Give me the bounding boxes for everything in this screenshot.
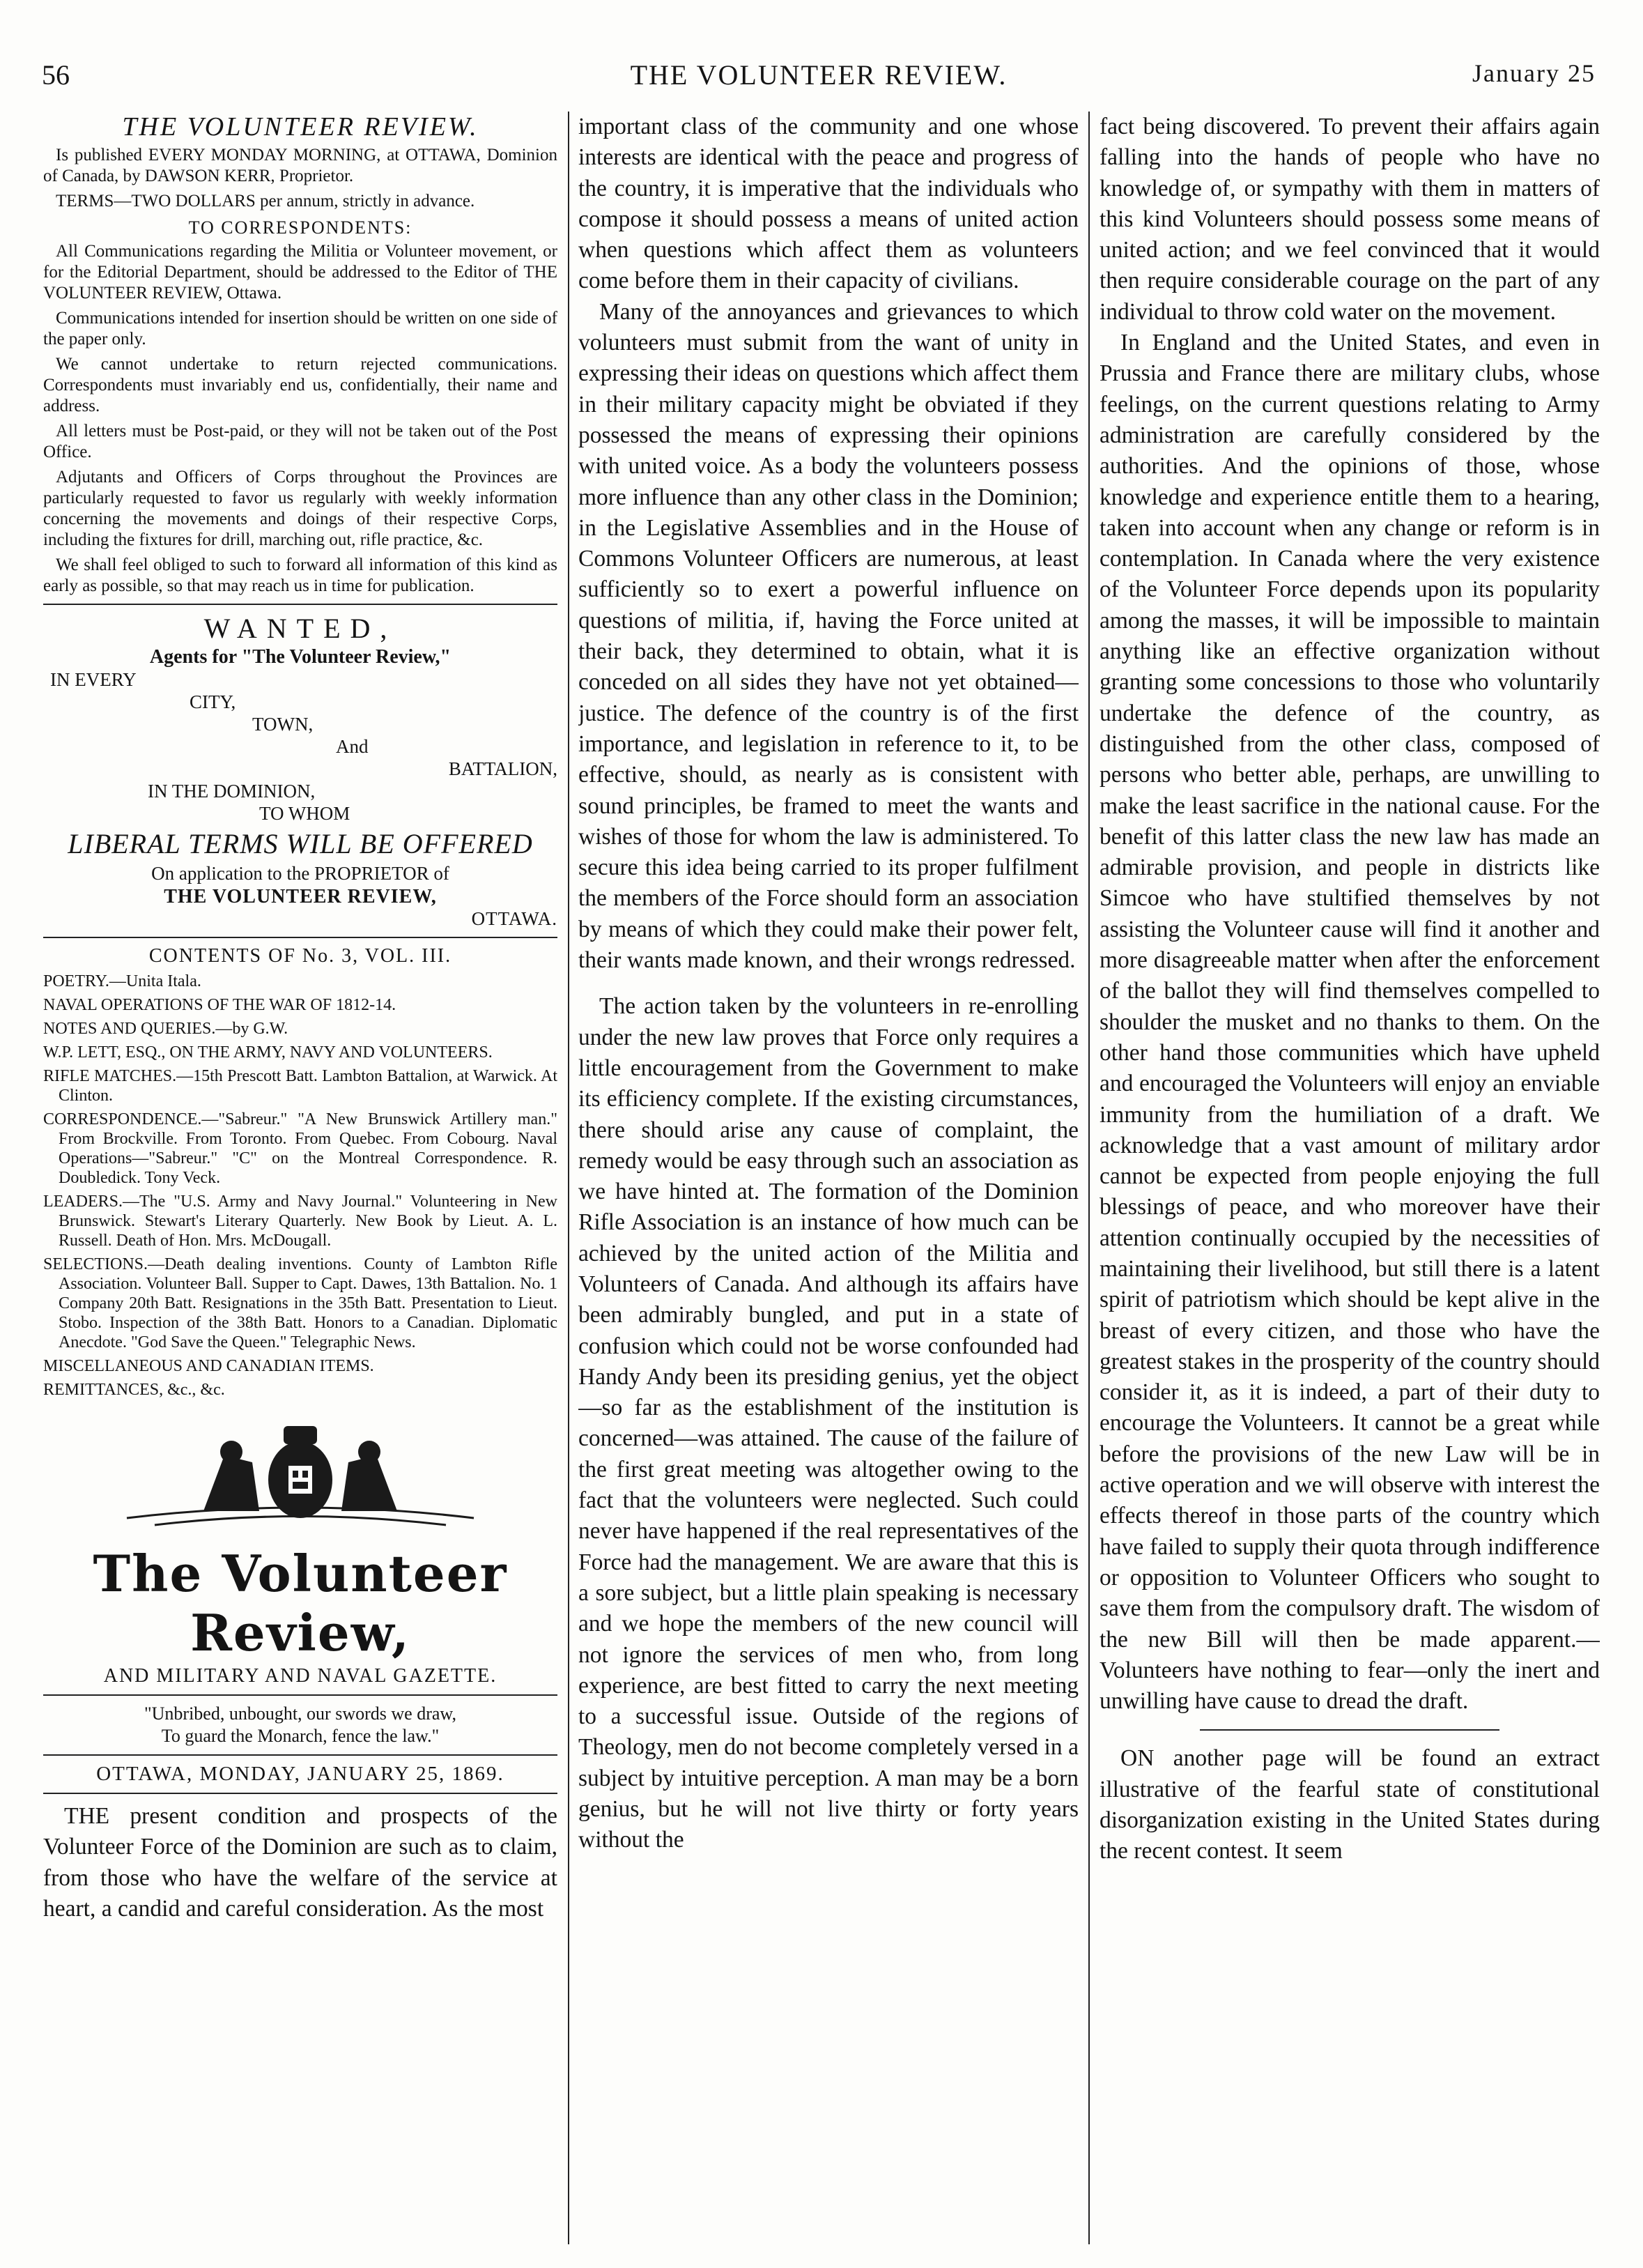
contents-item: LEADERS.—The "U.S. Army and Navy Journal." Volunteering in New Brunswick. Stewart's Literary Quarterly. New Book by Lieut. A. L. Russell. Death of Hon. Mrs. McDougall. (43, 1193, 557, 1250)
divider (43, 1754, 557, 1756)
contents-heading: CONTENTS OF No. 3, VOL. III. (148, 945, 452, 967)
editorial-paragraph: ON another page will be found an extract illustrative of the fearful state of constitutional disorganization existing in the United States during the recent contest. It seem (1100, 1745, 1600, 1864)
editorial-lead: THE present condition and prospects of the Volunteer Force of the Dominion are such as to claim, from those who have the welfare of the service at heart, a candid and careful consideration. As the most (43, 1803, 557, 1922)
royal-crest-illustration (43, 1413, 557, 1532)
ad-line: IN THE DOMINION, (148, 781, 316, 802)
application-line: On application to the PROPRIETOR of (151, 863, 449, 884)
ottawa-line: OTTAWA. (471, 908, 557, 929)
ad-line: CITY, (190, 691, 236, 712)
motto-line: To guard the Monarch, fence the law." (161, 1726, 440, 1746)
contents-item: SELECTIONS.—Death dealing inventions. County of Lambton Rifle Association. Volunteer Ball. Supper to Capt. Dawes, 13th Battalion. No. 1 Company 20th Batt. Resignations in the 35th Batt. Presentation to Lieut. Stobo. Inspection of the 38th Batt. Honors to a Canadian. Diplomatic Anecdote. "God Save the Queen." Telegraphic News. (43, 1255, 557, 1351)
gazette-line: AND MILITARY AND NAVAL GAZETTE. (103, 1665, 497, 1687)
ad-line: BATTALION, (448, 758, 557, 779)
divider (43, 1793, 557, 1794)
terms: TERMS—TWO DOLLARS per annum, strictly in advance. (56, 192, 475, 210)
correspondents-note: Communications intended for insertion should be written on one side of the paper only. (43, 309, 557, 348)
divider (43, 937, 557, 938)
editorial-paragraph: In England and the United States, and even in Prussia and France there are military clubs, whose feelings, on the current questions relating to Army administration are carefully considered by the authorities. And the opinions of those, whose knowledge and experience entitle them to a hearing, taken into account when any change or reform is in contemplation. In Canada where the very existence of the Volunteer Force depends upon its popularity among the masses, it will be impossible to maintain anything like an effective organization without granting some concessions to those who voluntarily undertake the defence of the country, as distinguished from the other class, composed of persons who better able, perhaps, are unwilling to make the least sacrifice in the national cause. For the benefit of this latter class the new law has made an admirable provision, and people in districts like Simcoe who have stultified themselves by not assisting the Volunteer cause will find it another and more disagreeable matter when after the enforcement of the ballot they will find themselves compelled to shoulder the musket and no thanks to them. On the other hand those communities which have upheld and encouraged the Volunteers will enjoy an enviable immunity from the humiliation of a draft. We acknowledge that a vast amount of military ardor cannot be expected from people enjoying the full blessings of peace, and who moreover have their attention continually occupied by the necessities of maintaining their livelihood, but still there is a latent spirit of patriotism which should be kept alive in the breast of every citizen, and those who have the greatest stakes in the prosperity of the country should consider it, as it is indeed, a part of their duty to encourage the Volunteers. It cannot be a great while before the provisions of the new Law will be in active operation and we will observe with interest the effects thereof in those parts of the country which have failed to supply their quota through indifference or opposition to Volunteer Officers who sought to save them from the compulsory draft. The wisdom of the new Bill will then be made apparent.—Volunteers have nothing to fear—only the inert and unwilling have cause to dread the draft. (1100, 330, 1600, 1715)
motto-line: "Unbribed, unbought, our swords we draw, (144, 1703, 456, 1724)
editorial-paragraph: important class of the community and one whose interests are identical with the peace and progress of the country, it is imperative that the individuals who compose it should possess a means of united action when questions which affect them as volunteers come before them in their capacity of civilians. (578, 114, 1079, 294)
contents-item: NOTES AND QUERIES.—by G.W. (43, 1020, 288, 1038)
column-rule (568, 112, 569, 2244)
contents-item: NAVAL OPERATIONS OF THE WAR OF 1812-14. (43, 996, 396, 1014)
ad-line: And (336, 736, 369, 757)
contents-item: MISCELLANEOUS AND CANADIAN ITEMS. (43, 1357, 374, 1375)
editorial-paragraph: Many of the annoyances and grievances to which volunteers must submit from the want of unity in expressing their ideas on questions which affect them in their military capacity might be obviated if they possessed the means of expressing their opinions with united voice. As a body the volunteers possess more influence than any other class in the Dominion; in the Legislative Assemblies and in the House of Commons Volunteer Officers are numerous, at least sufficiently so to exert a powerful influence on questions of militia, if, having the Force united at their back, they determined to obtain, what it is conceded on all sides they have not yet obtained—justice. The defence of the country is of the first importance, and legislation in reference to it, to be effective, should, as nearly as is consistent with sound principles, be framed to meet the wants and wishes of those for whom the law is administered. To secure this idea being carried to its proper fulfilment the members of the Force should form an association by means of which they could make their power felt, their wants made known, and their wrongs redressed. (578, 298, 1079, 974)
correspondents-note: Adjutants and Officers of Corps throughout the Provinces are particularly requested to favor us regularly with weekly information concerning the movements and doings of their respective Corps, including the fixtures for drill, marching out, rifle practice, &c. (43, 468, 557, 549)
correspondents-heading: TO CORRESPONDENTS: (188, 217, 412, 238)
divider (43, 1694, 557, 1696)
agents-line: Agents for "The Volunteer Review," (149, 646, 452, 668)
contents-item: RIFLE MATCHES.—15th Prescott Batt. Lambton Battalion, at Warwick. At Clinton. (43, 1067, 557, 1105)
correspondents-note: All letters must be Post-paid, or they will not be taken out of the Post Office. (43, 422, 557, 461)
contents-item: W.P. LETT, ESQ., ON THE ARMY, NAVY AND VOLUNTEERS. (43, 1043, 493, 1062)
wanted-heading: WANTED, (203, 613, 397, 644)
editorial-paragraph: fact being discovered. To prevent their affairs again falling into the hands of people who have no knowledge of, or sympathy with them in matters of this kind Volunteers should possess some means of united action; and we feel convinced that it would then require considerable courage on the part of any individual to throw cold water on the movement. (1100, 114, 1600, 325)
divider (43, 604, 557, 605)
liberal-terms: LIBERAL TERMS WILL BE OFFERED (68, 828, 533, 859)
correspondents-note: We shall feel obliged to such to forward all information of this kind as early as possible, so that may reach us in time for publication. (43, 555, 557, 595)
page-number: 56 (42, 59, 70, 91)
divider (1200, 1729, 1500, 1731)
column-rule (1088, 112, 1090, 2244)
editorial-paragraph: The action taken by the volunteers in re-enrolling under the new law proves that Force only requires a little encouragement from the Government to make its efficiency complete. If the existing circumstances, there should arise any cause of complaint, the remedy would be easy through such an association as we have hinted at. The formation of the Dominion Rifle Association is an instance of how much can be achieved by the united action of the Militia and Volunteers of Canada. And although its affairs have been admirably bungled, and put in a state of confusion which could not be worse confounded had Handy Andy been its presiding genius, yet the object—so far as the establishment of the institution is concerned—was attained. The cause of the failure of the first great meeting was altogether owing to the fact that the volunteers were neglected. Such could never have happened if the real representatives of the Force had the management. We are aware that this is a sore subject, but a little plain speaking is necessary and we hope the members of the new council will not ignore the services of men who, from long experience, are best fitted to carry the next meeting to a successful issue. Outside of the regions of Theology, men do not become completely versed in a subject by intuitive perception. A man may be a born genius, but he will not live thirty or forty years without the (578, 993, 1079, 1853)
contents-item: REMITTANCES, &c., &c. (43, 1381, 225, 1399)
contents-item: POETRY.—Unita Itala. (43, 972, 201, 990)
ad-line: TOWN, (252, 714, 314, 735)
ad-line: TO WHOM (259, 803, 350, 824)
ad-line: IN EVERY (50, 669, 137, 690)
contents-item: CORRESPONDENCE.—"Sabreur." "A New Brunswick Artillery man." From Brockville. From Toronto. From Quebec. From Cobourg. Naval Operations—"Sabreur." "C" on the Montreal Correspondence. R. Doubledick. Tony Veck. (43, 1110, 557, 1187)
running-title: THE VOLUNTEER REVIEW. (630, 59, 1008, 91)
running-head (42, 59, 1596, 100)
correspondents-note: We cannot undertake to return rejected communications. Correspondents must invariably end us, confidentially, their name and address. (43, 355, 557, 415)
column-middle (578, 112, 1079, 2244)
dateline: OTTAWA, MONDAY, JANUARY 25, 1869. (96, 1763, 504, 1785)
issue-date: January 25 (1472, 59, 1596, 87)
publication-info: Is published EVERY MONDAY MORNING, at OTTAWA, Dominion of Canada, by DAWSON KERR, Proprietor. (43, 146, 557, 185)
masthead-title: THE VOLUNTEER REVIEW. (122, 112, 479, 141)
nameplate: The Volunteer Review, (93, 1544, 508, 1662)
review-name: THE VOLUNTEER REVIEW, (164, 886, 437, 907)
column-right (1100, 112, 1600, 2244)
column-left (43, 112, 557, 2244)
correspondents-note: All Communications regarding the Militia or Volunteer movement, or for the Editorial Department, should be addressed to the Editor of THE VOLUNTEER REVIEW, Ottawa. (43, 242, 557, 302)
